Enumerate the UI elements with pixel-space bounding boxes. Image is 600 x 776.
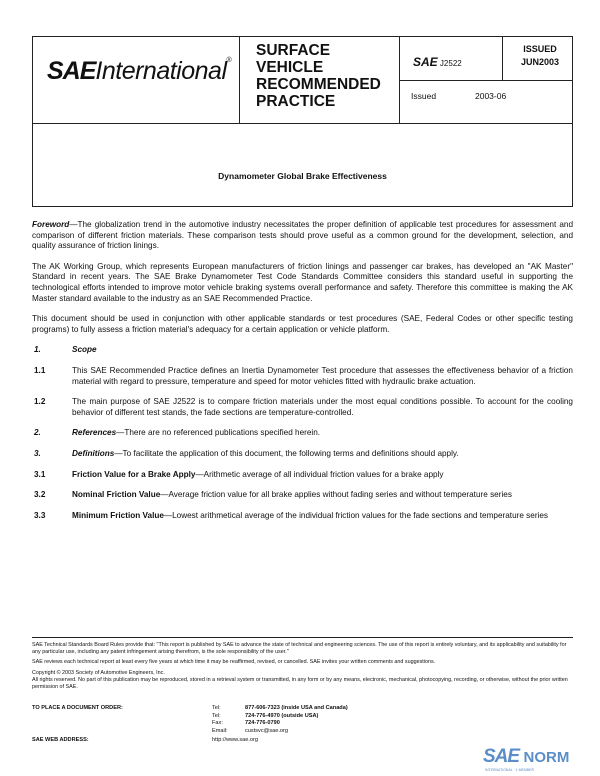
phone-number[interactable]: 724-776-4970 (outside USA) xyxy=(245,712,319,719)
stamp-subtext: INTERNATIONAL · 1 MEMBER xyxy=(485,768,535,772)
header-box xyxy=(32,36,573,124)
term: Nominal Friction Value xyxy=(72,490,161,500)
section-heading: References xyxy=(72,428,117,438)
logo-sae-text: SAE xyxy=(47,57,96,85)
divider xyxy=(239,37,240,123)
doc-type-line: RECOMMENDED xyxy=(256,76,381,93)
stamp-mark: SAE xyxy=(483,746,520,767)
email-link[interactable]: custsvc@sae.org xyxy=(245,727,288,734)
term: Minimum Friction Value xyxy=(72,510,164,520)
issued-label: Issued xyxy=(411,91,437,101)
section-text: The main purpose of SAE J2522 is to compare friction materials under the most equal conditions possible. To account for the cooling behavior of different test stands, the fade sections are temperature-controlled. xyxy=(72,397,573,417)
status-date: JUN2003 xyxy=(520,57,560,67)
fax-label: Fax: xyxy=(212,720,223,726)
doc-type-line: VEHICLE xyxy=(256,59,324,76)
paragraph: The AK Working Group, which represents European manufacturers of friction linings and passenger car brakes, has developed an "AK Master" Standard in recent years. The SAE Brake Dynamometer Test Code Standards Committee considers this standard useful in supporting the technological efforts intended to improve motor vehicle braking systems overall performance and safety. Therefore this committee is making the AK Master standard available to the industry as an SAE Recommended Practice. xyxy=(32,261,573,303)
sae-mark: SAE xyxy=(413,55,438,69)
section-number: 1.2 xyxy=(34,397,46,407)
definition: —Lowest arithmetical average of the individual friction values for the fade sections and temperature series xyxy=(163,510,549,520)
foreword-text: —The globalization trend in the automotive industry necessitates the proper definition of applicable test procedures for assessment and comparison of different friction materials. These comparison tests should prove useful as a common ground for the development, selection, and quality assurance of friction linings. xyxy=(32,220,573,251)
web-label: SAE WEB ADDRESS: xyxy=(32,737,89,743)
section-text: This SAE Recommended Practice defines an Inertia Dynamometer Test procedure that assesses the effectiveness behavior of a friction material with regard to pressure, temperature and speed for motor vehicles fitted with hydraulic brake actuation. xyxy=(72,365,573,386)
issued-date: 2003-06 xyxy=(475,91,507,101)
divider xyxy=(502,37,503,80)
section-heading: Scope xyxy=(72,345,97,355)
section-number: 1.1 xyxy=(34,365,46,375)
status-line: ISSUED xyxy=(523,44,557,54)
document-body xyxy=(32,220,573,531)
web-link[interactable]: http://www.sae.org xyxy=(212,737,259,743)
section-heading: Definitions xyxy=(72,448,115,458)
section-2 xyxy=(32,428,573,439)
footer-copyright: Copyright © 2003 Society of Automotive Engineers, Inc. xyxy=(32,669,165,676)
term: Friction Value for a Brake Apply xyxy=(72,469,196,479)
document-title: Dynamometer Global Brake Effectiveness xyxy=(218,171,387,181)
footer-review: SAE reviews each technical report at least every five years at which time it may be reaffirmed, revised, or cancelled. SAE invites your written comments and suggestions. xyxy=(32,659,436,666)
fax-number[interactable]: 724-776-0790 xyxy=(245,720,280,726)
paragraph: This document should be used in conjunction with other applicable standards or test procedures (SAE, Federal Codes or other specific testing programs) to fully assess a friction material's adequacy for a certain application or vehicle platform. xyxy=(32,314,573,334)
status-badge xyxy=(507,43,573,69)
section-number: 3.3 xyxy=(34,510,46,520)
section-1-1 xyxy=(32,366,573,387)
section-text: —There are no referenced publications specified herein. xyxy=(116,428,321,438)
section-number: 3. xyxy=(34,448,41,458)
document-type xyxy=(256,42,381,110)
sae-norm-stamp xyxy=(483,746,570,772)
section-3-2 xyxy=(32,490,573,501)
tel-label: Tel: xyxy=(212,712,221,719)
section-1-2 xyxy=(32,397,573,418)
foreword-paragraph xyxy=(32,220,573,252)
section-number: 2. xyxy=(34,428,41,438)
title-box xyxy=(32,123,573,207)
section-text: —To facilitate the application of this document, the following terms and definitions should apply. xyxy=(114,448,459,458)
stamp-word: NORM xyxy=(523,749,570,766)
doc-number-value: J2522 xyxy=(439,59,462,68)
phone-number[interactable]: 877-606-7323 (inside USA and Canada) xyxy=(245,705,348,711)
section-3-3 xyxy=(32,511,573,522)
document-number xyxy=(413,55,462,69)
definition: —Average friction value for all brake applies without fading series and without temperature series xyxy=(160,490,512,500)
email-label: Email: xyxy=(212,727,228,734)
footer-notes xyxy=(32,642,573,694)
footer-rule xyxy=(32,637,573,638)
section-3-1 xyxy=(32,470,573,481)
footer-rights: All rights reserved. No part of this publication may be reproduced, stored in a retrieval system or transmitted, in any form or by any means, electronic, mechanical, photocopying, recording, or otherwise, without the prior written permission of SAE. xyxy=(32,676,568,691)
section-number: 3.1 xyxy=(34,469,46,479)
logo-international-text: International xyxy=(95,57,227,85)
foreword-heading: Foreword xyxy=(32,220,70,229)
tel-label: Tel: xyxy=(212,705,221,711)
section-number: 3.2 xyxy=(34,490,46,500)
definition: —Arithmetic average of all individual friction values for a brake apply xyxy=(195,469,444,479)
section-3 xyxy=(32,449,573,460)
footer-rules: SAE Technical Standards Board Rules provide that: "This report is published by SAE to advance the state of technical and engineering sciences. The use of this report is entirely voluntary, and its applicability and suitability for any particular use, including any patent infringement arising therefrom, is the sole responsibility of the user." xyxy=(32,642,567,656)
doc-type-line: PRACTICE xyxy=(256,93,336,110)
doc-type-line: SURFACE xyxy=(256,42,331,59)
section-number: 1. xyxy=(34,345,41,355)
sae-international-logo: SAEInternational® xyxy=(47,57,232,85)
divider xyxy=(399,80,573,81)
order-label: TO PLACE A DOCUMENT ORDER: xyxy=(32,705,123,711)
section-1 xyxy=(32,345,573,356)
